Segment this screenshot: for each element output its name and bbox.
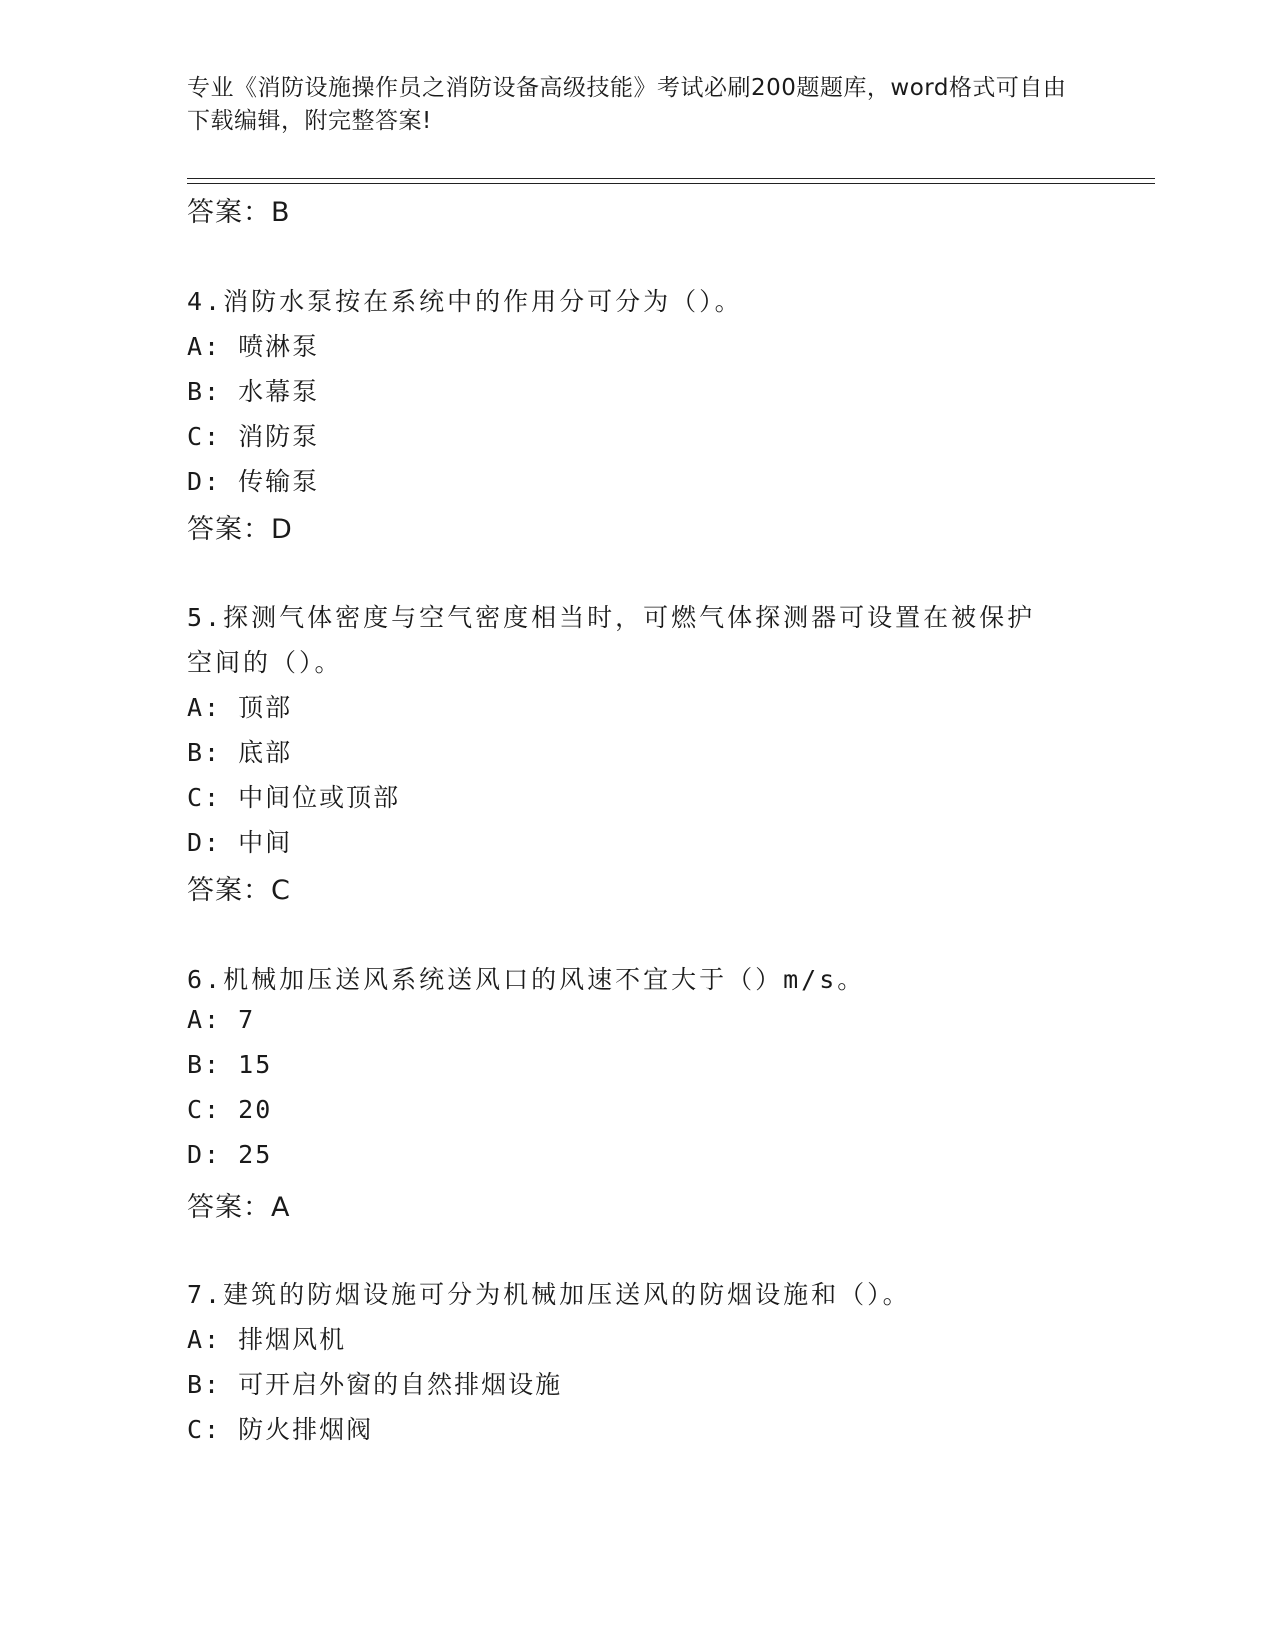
question-5-continued: 空间的（）。: [187, 648, 343, 677]
question-4-option-b: B: 水幕泵: [187, 377, 320, 406]
question-6-option-c: C: 20: [187, 1095, 273, 1124]
question-7: 7.建筑的防烟设施可分为机械加压送风的防烟设施和（）。: [187, 1280, 911, 1309]
answer-q5: 答案：C: [187, 875, 291, 906]
question-6-option-a: A: 7: [187, 1005, 256, 1034]
header-rule-bottom: [187, 183, 1155, 184]
header-rule-top: [187, 178, 1155, 179]
question-7-option-b: B: 可开启外窗的自然排烟设施: [187, 1370, 563, 1399]
question-6: 6.机械加压送风系统送风口的风速不宜大于（）m/s。: [187, 965, 866, 994]
question-7-option-c: C: 防火排烟阀: [187, 1415, 374, 1444]
question-5: 5.探测气体密度与空气密度相当时，可燃气体探测器可设置在被保护: [187, 603, 1036, 632]
question-5-option-d: D: 中间: [187, 828, 293, 857]
question-5-option-c: C: 中间位或顶部: [187, 783, 401, 812]
answer-q6: 答案：A: [187, 1192, 291, 1223]
question-4-option-d: D: 传输泵: [187, 467, 320, 496]
question-5-option-a: A: 顶部: [187, 693, 293, 722]
question-6-option-b: B: 15: [187, 1050, 273, 1079]
question-4-option-a: A: 喷淋泵: [187, 332, 320, 361]
question-7-option-a: A: 排烟风机: [187, 1325, 347, 1354]
document-header: 专业《消防设施操作员之消防设备高级技能》考试必刷200题题库，word格式可自由下载编辑，附完整答案!: [187, 75, 1067, 134]
answer-q3: 答案：B: [187, 197, 291, 228]
question-4: 4.消防水泵按在系统中的作用分可分为（）。: [187, 287, 743, 316]
question-6-option-d: D: 25: [187, 1140, 273, 1169]
answer-q4: 答案：D: [187, 514, 293, 545]
question-4-option-c: C: 消防泵: [187, 422, 320, 451]
question-5-option-b: B: 底部: [187, 738, 293, 767]
